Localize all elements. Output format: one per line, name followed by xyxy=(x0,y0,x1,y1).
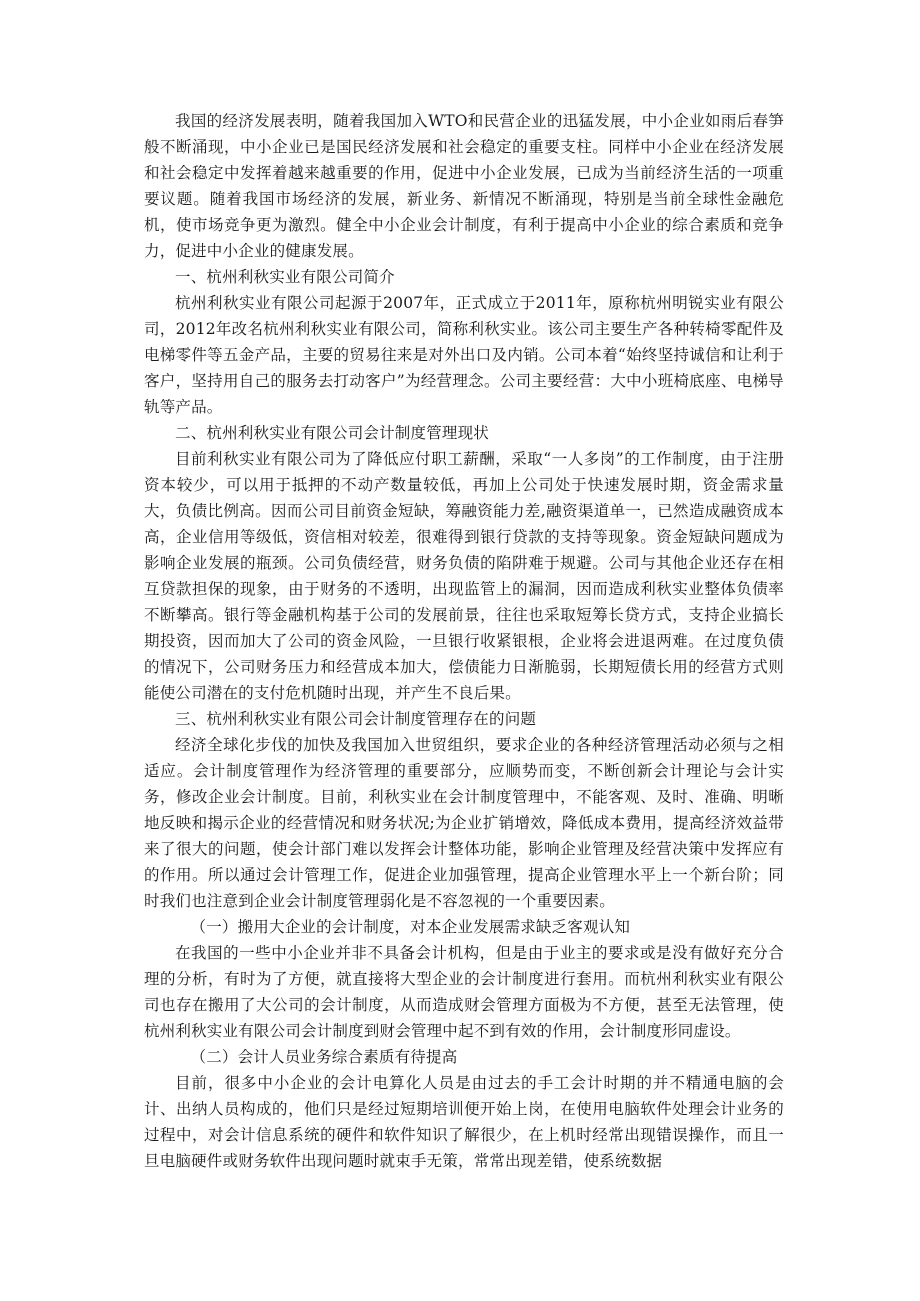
section-3-paragraph: 经济全球化步伐的加快及我国加入世贸组织，要求企业的各种经济管理活动必须与之相适应。会计制度管理作为经济管理的重要部分，应顺势而变，不断创新会计理论与会计实务，修改企业会计制度。目前，利秋实业在会计制度管理中，不能客观、及时、准确、明晰地反映和揭示企业的经营情况和财务状况;为企业扩销增效，降低成本费用，提高经济效益带来了很大的问题，使会计部门难以发挥会计整体功能，影响企业管理及经营决策中发挥应有的作用。所以通过会计管理工作，促进企业加强管理，提高企业管理水平上一个新台阶；同时我们也注意到企业会计制度管理弱化是不容忽视的一个重要因素。 xyxy=(144,736,784,910)
section-2-paragraph: 目前利秋实业有限公司为了降低应付职工薪酬，采取“一人多岗”的工作制度，由于注册资本较少，可以用于抵押的不动产数量较低，再加上公司处于快速发展时期，资金需求量大，负债比例高。因而公司目前资金短缺，筹融资能力差,融资渠道单一，已然造成融资成本高，企业信用等级低，资信相对较差，很难得到银行贷款的支持等现象。资金短缺问题成为影响企业发展的瓶颈。公司负债经营，财务负债的陷阱难于规避。公司与其他企业还存在相互贷款担保的现象，由于财务的不透明，出现监管上的漏洞，因而造成利秋实业整体负债率不断攀高。银行等金融机构基于公司的发展前景，往往也采取短筹长贷方式，支持企业搞长期投资，因而加大了公司的资金风险，一旦银行收紧银根，企业将会进退两难。在过度负债的情况下，公司财务压力和经营成本加大，偿债能力日渐脆弱，长期短债长用的经营方式则能使公司潜在的支付危机随时出现，并产生不良后果。 xyxy=(144,450,784,702)
section-2-heading: 二、杭州利秋实业有限公司会计制度管理现状 xyxy=(175,424,490,442)
subsection-2-heading: （二）会计人员业务综合素质有待提高 xyxy=(190,1048,458,1066)
subsection-1-paragraph: 在我国的一些中小企业并非不具备会计机构，但是由于业主的要求或是没有做好充分合理的分析，有时为了方便，就直接将大型企业的会计制度进行套用。而杭州利秋实业有限公司也存在搬用了大公司的会计制度，从而造成财会管理方面极为不方便，甚至无法管理，使杭州利秋实业有限公司会计制度到财会管理中起不到有效的作用，会计制度形同虚设。 xyxy=(144,944,784,1040)
section-1-heading: 一、杭州利秋实业有限公司简介 xyxy=(175,268,395,286)
document-page xyxy=(144,108,784,1174)
section-1-paragraph: 杭州利秋实业有限公司起源于2007年，正式成立于2011年，原称杭州明锐实业有限公司，2012年改名杭州利秋实业有限公司，简称利秋实业。该公司主要生产各种转椅零配件及电梯零件等五金产品，主要的贸易往来是对外出口及内销。公司本着“始终坚持诚信和让利于客户，坚持用自己的服务去打动客户”为经营理念。公司主要经营：大中小班椅底座、电梯导轨等产品。 xyxy=(144,294,784,416)
section-3-heading: 三、杭州利秋实业有限公司会计制度管理存在的问题 xyxy=(175,710,537,728)
intro-paragraph: 我国的经济发展表明，随着我国加入WTO和民营企业的迅猛发展，中小企业如雨后春笋般不断涌现，中小企业已是国民经济发展和社会稳定的重要支柱。同样中小企业在经济发展和社会稳定中发挥着越来越重要的作用，促进中小企业发展，已成为当前经济生活的一项重要议题。随着我国市场经济的发展，新业务、新情况不断涌现，特别是当前全球性金融危机，使市场竞争更为激烈。健全中小企业会计制度，有利于提高中小企业的综合素质和竞争力，促进中小企业的健康发展。 xyxy=(144,112,784,260)
subsection-1-heading: （一）搬用大企业的会计制度，对本企业发展需求缺乏客观认知 xyxy=(190,918,631,936)
subsection-2-paragraph: 目前，很多中小企业的会计电算化人员是由过去的手工会计时期的并不精通电脑的会计、出纳人员构成的，他们只是经过短期培训便开始上岗，在使用电脑软件处理会计业务的过程中，对会计信息系统的硬件和软件知识了解很少，在上机时经常出现错误操作，而且一旦电脑硬件或财务软件出现问题时就束手无策，常常出现差错，使系统数据 xyxy=(144,1074,784,1170)
